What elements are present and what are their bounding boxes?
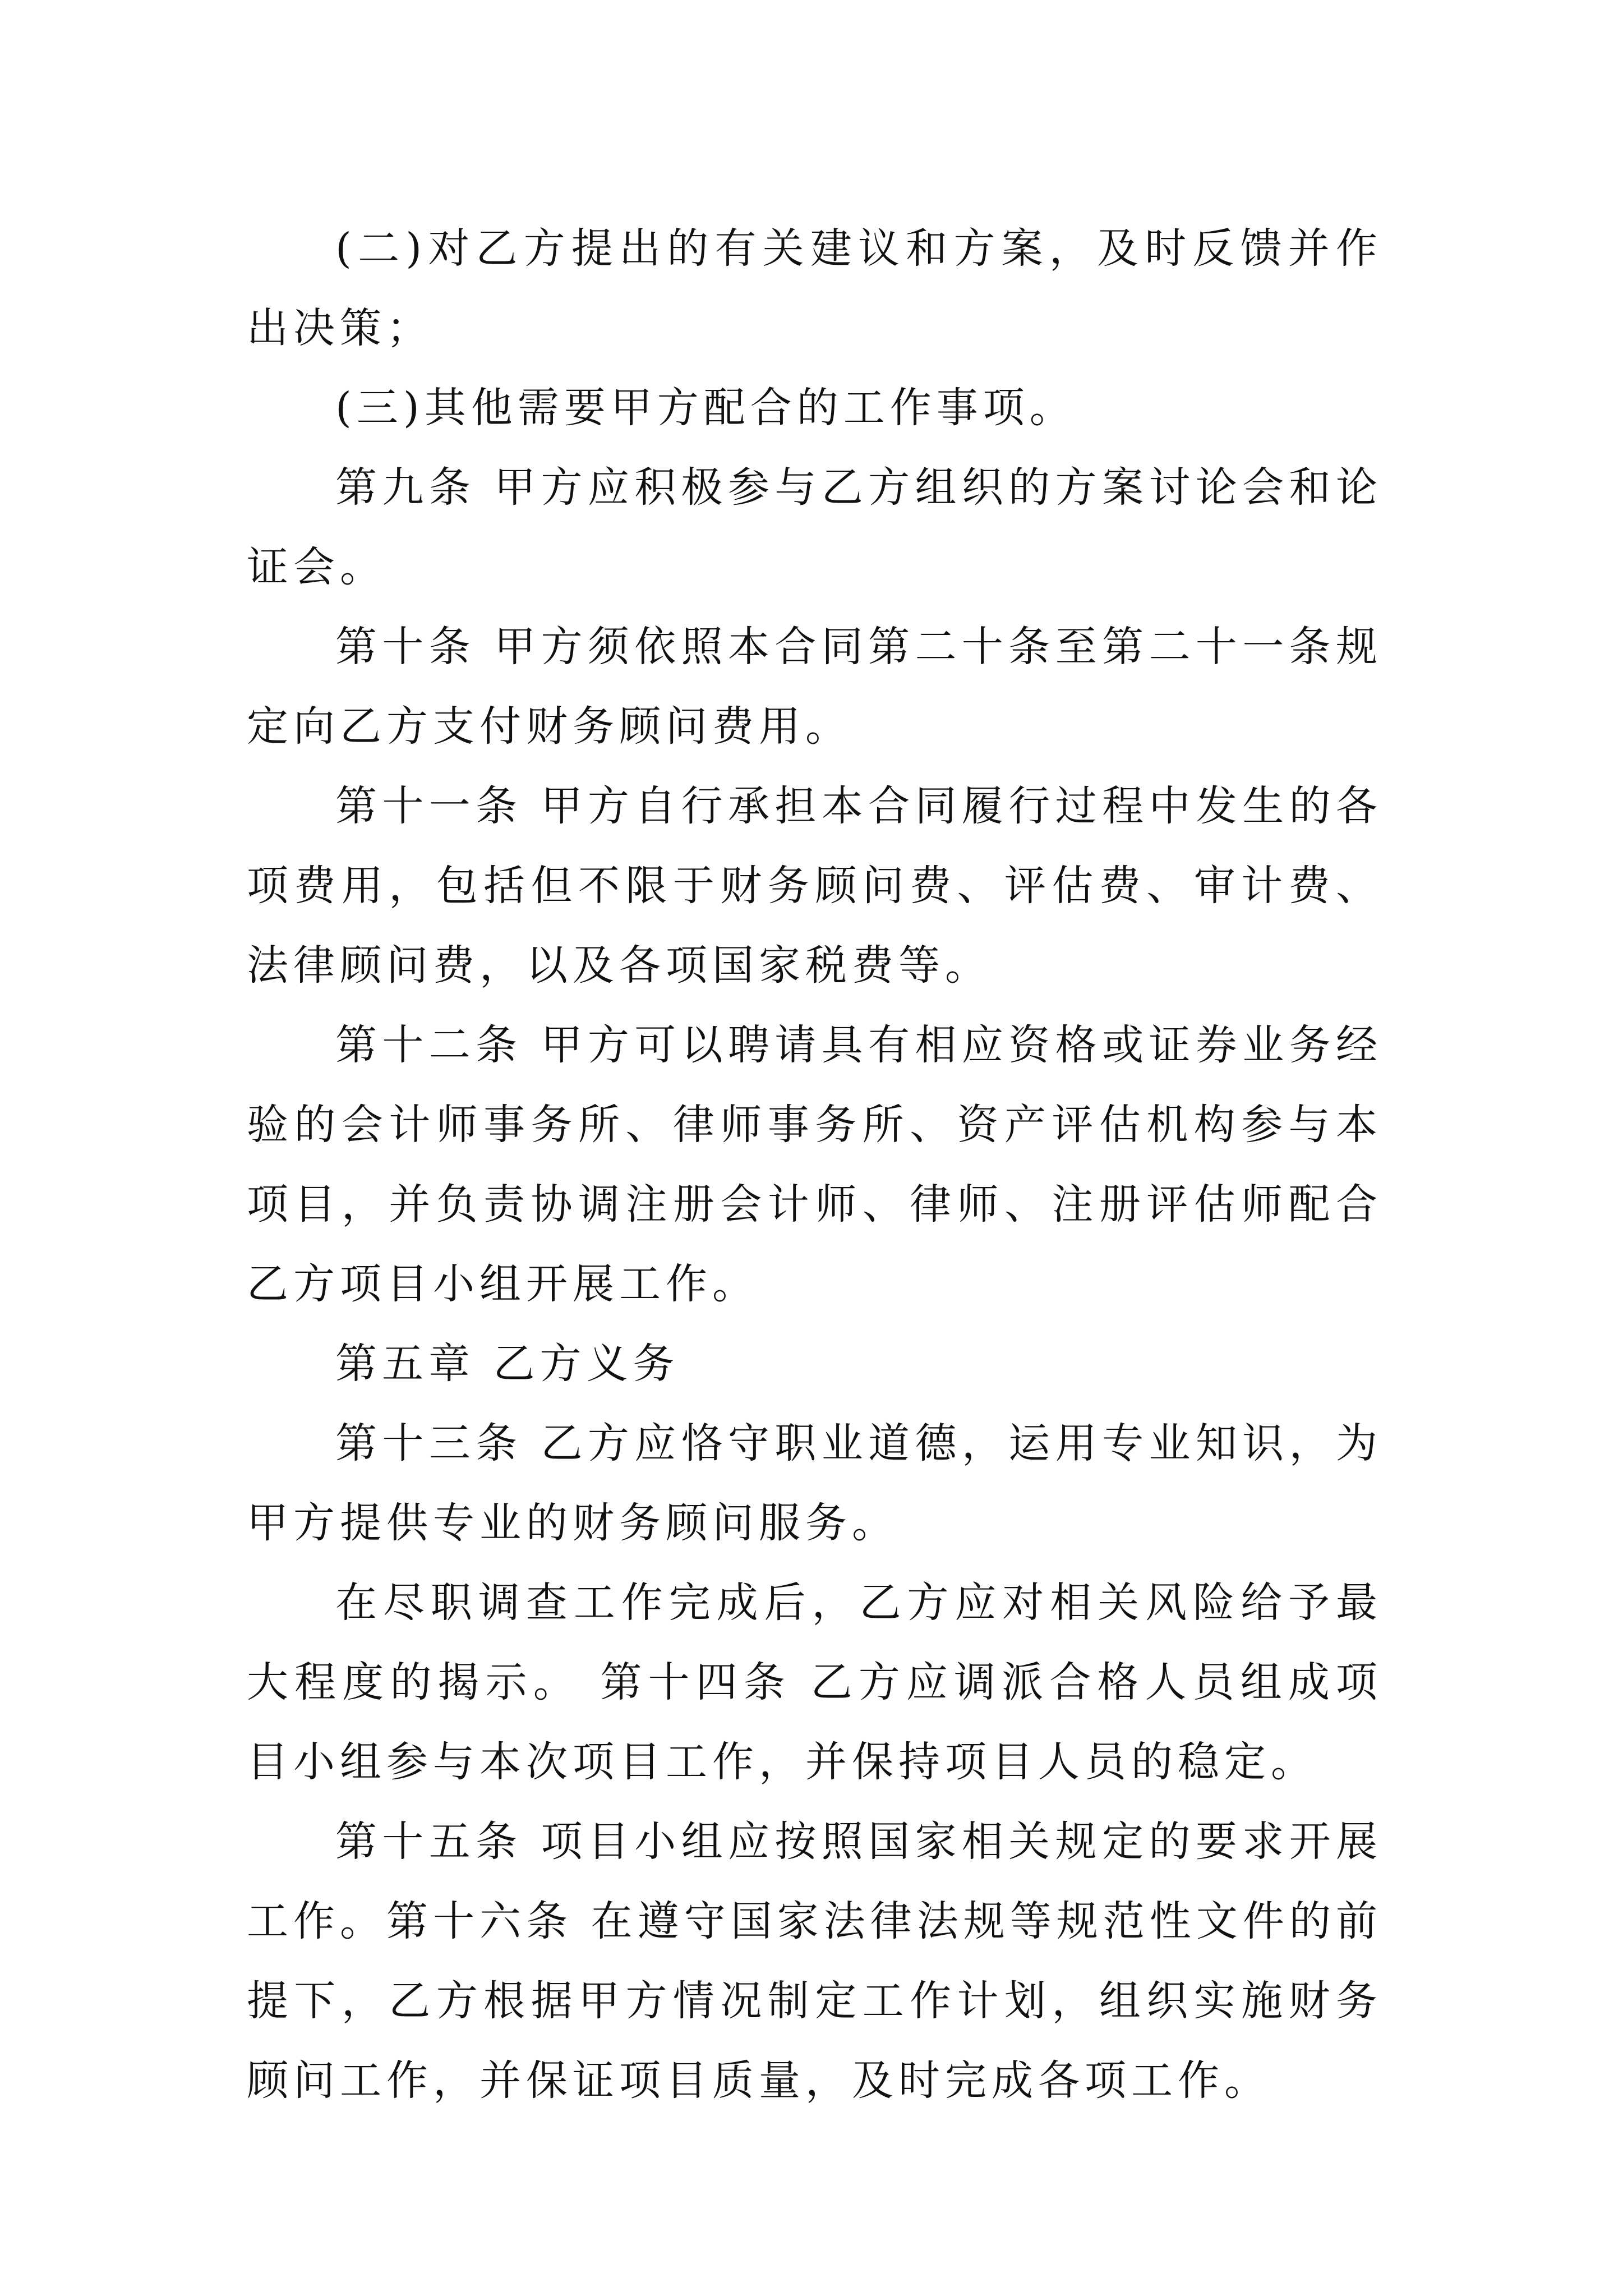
paragraph-item-3-other-matters: (三)其他需要甲方配合的工作事项。: [335, 384, 1076, 432]
paragraph-article-13-14: 在尽职调查工作完成后，乙方应对相关风险给予最大程度的揭示。 第十四条 乙方应调派合格人员组成项目小组参与本次项目工作，并保持项目人员的稳定。: [247, 1579, 1382, 1786]
chapter-5-heading: 第五章 乙方义务: [335, 1340, 680, 1388]
document-body: [247, 209, 1382, 2120]
paragraph-article-9: 第九条 甲方应积极参与乙方组织的方案讨论会和论证会。: [247, 463, 1382, 591]
paragraph-article-12: 第十二条 甲方可以聘请具有相应资格或证券业务经验的会计师事务所、律师事务所、资产评估机构参与本项目，并负责协调注册会计师、律师、注册评估师配合乙方项目小组开展工作。: [247, 1021, 1382, 1308]
paragraph-item-2-feedback: (二)对乙方提出的有关建议和方案，及时反馈并作出决策；: [247, 224, 1382, 352]
paragraph-article-10: 第十条 甲方须依照本合同第二十条至第二十一条规定向乙方支付财务顾问费用。: [247, 623, 1382, 751]
paragraph-article-15-16: 第十五条 项目小组应按照国家相关规定的要求开展工作。第十六条 在遵守国家法律法规等规范性文件的前提下，乙方根据甲方情况制定工作计划，组织实施财务顾问工作，并保证项目质量，及时完成各项工作。: [247, 1818, 1382, 2105]
paragraph-article-11: 第十一条 甲方自行承担本合同履行过程中发生的各项费用，包括但不限于财务顾问费、评估费、审计费、法律顾问费，以及各项国家税费等。: [247, 782, 1382, 990]
paragraph-article-13: 第十三条 乙方应恪守职业道德，运用专业知识，为甲方提供专业的财务顾问服务。: [247, 1419, 1382, 1547]
